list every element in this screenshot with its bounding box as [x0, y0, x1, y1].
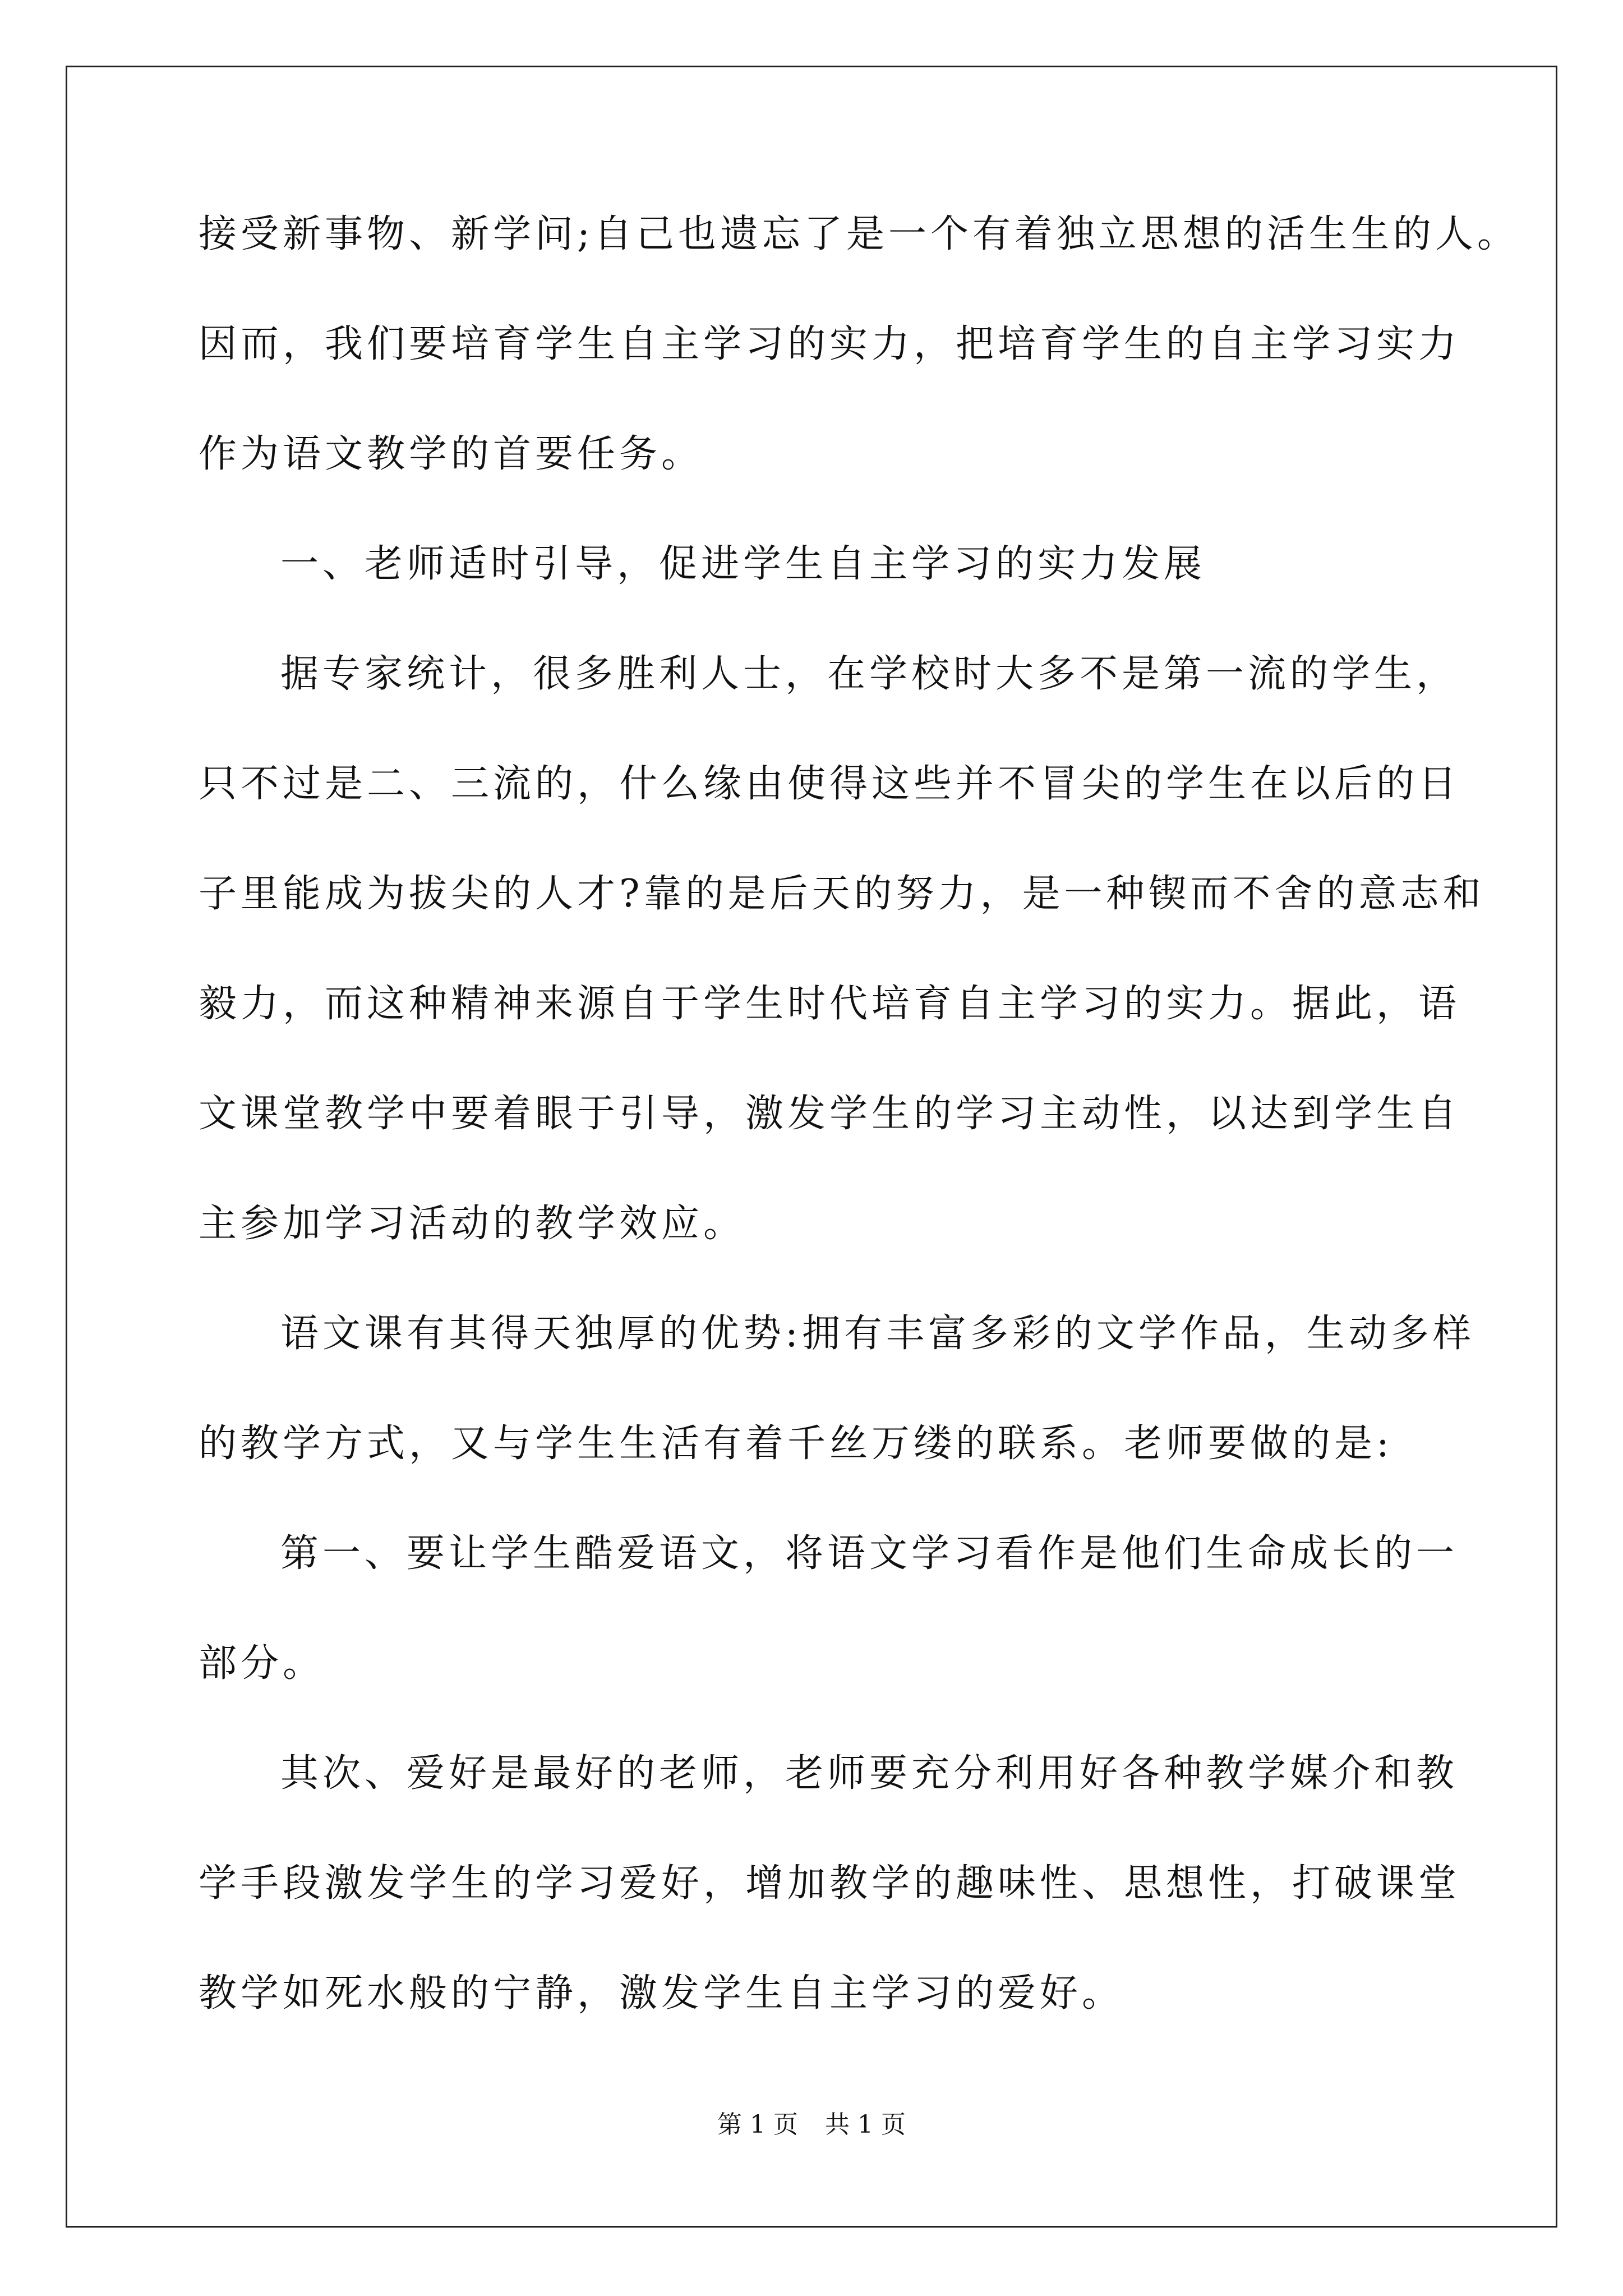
- text-line: 的教学方式，又与学生生活有着千丝万缕的联系。老师要做的是:: [199, 1421, 1393, 1466]
- page-footer: [0, 2109, 1623, 2141]
- text-line: 接受新事物、新学问;自己也遗忘了是一个有着独立思想的活生生的人。: [199, 212, 1519, 256]
- text-line: 其次、爱好是最好的老师，老师要充分利用好各种教学媒介和教: [280, 1751, 1459, 1796]
- page-number: 第 1 页: [717, 2110, 798, 2139]
- text-line: 第一、要让学生酷爱语文，将语文学习看作是他们生命成长的一: [280, 1531, 1459, 1576]
- section-heading: 一、老师适时引导，促进学生自主学习的实力发展: [280, 542, 1206, 586]
- text-line: 子里能成为拔尖的人才?靠的是后天的努力，是一种锲而不舍的意志和: [199, 872, 1485, 916]
- text-line: 文课堂教学中要着眼于引导，激发学生的学习主动性，以达到学生自: [199, 1092, 1461, 1136]
- text-line: 据专家统计，很多胜利人士，在学校时大多不是第一流的学生，: [280, 652, 1459, 696]
- text-line: 只不过是二、三流的，什么缘由使得这些并不冒尖的学生在以后的日: [199, 762, 1461, 806]
- document-body: [199, 208, 1519, 2077]
- text-line: 学手段激发学生的学习爱好，增加教学的趣味性、思想性，打破课堂: [199, 1861, 1461, 1906]
- text-line: 主参加学习活动的教学效应。: [199, 1202, 746, 1246]
- text-line: 教学如死水般的宁静，激发学生自主学习的爱好。: [199, 1971, 1124, 2016]
- text-line: 毅力，而这种精神来源自于学生时代培育自主学习的实力。据此，语: [199, 982, 1461, 1026]
- text-line: 因而，我们要培育学生自主学习的实力，把培育学生的自主学习实力: [199, 322, 1461, 366]
- text-line: 作为语文教学的首要任务。: [199, 432, 704, 476]
- text-line: 语文课有其得天独厚的优势:拥有丰富多彩的文学作品，生动多样: [280, 1312, 1475, 1356]
- page-total: 共 1 页: [825, 2110, 906, 2139]
- text-line: 部分。: [199, 1641, 325, 1686]
